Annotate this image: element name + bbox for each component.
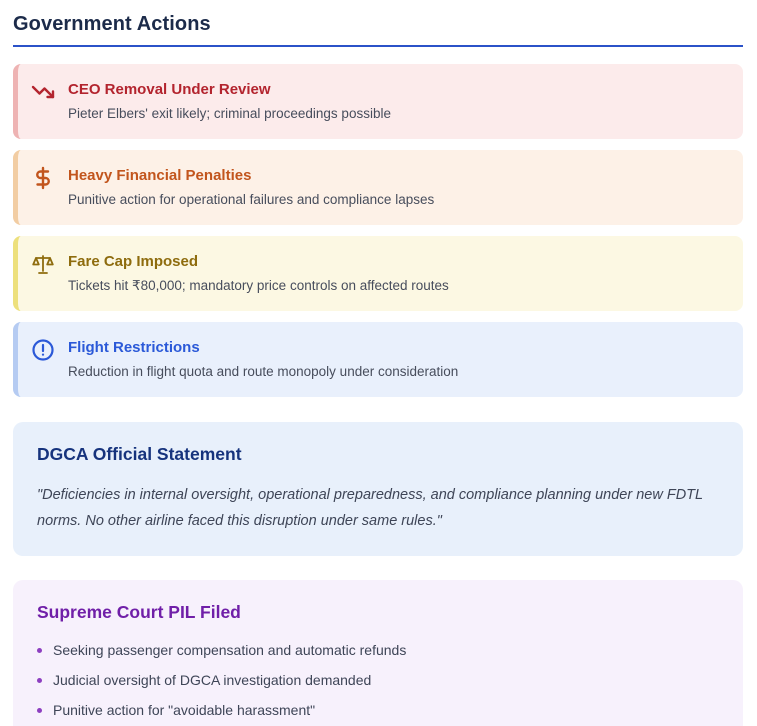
alert-card-financial-penalties bbox=[13, 150, 743, 225]
alert-card-title: Flight Restrictions bbox=[68, 339, 200, 356]
pil-list-item-text: Punitive action for "avoidable harassment" bbox=[53, 702, 316, 718]
scales-icon bbox=[30, 252, 56, 276]
bullet-icon bbox=[37, 678, 42, 683]
dgca-statement-title: DGCA Official Statement bbox=[37, 444, 242, 464]
bullet-icon bbox=[37, 708, 42, 713]
alert-card-description: Pieter Elbers' exit likely; criminal proceedings possible bbox=[68, 106, 391, 121]
alert-card-flight-restrictions bbox=[13, 322, 743, 397]
dgca-statement-quote: "Deficiencies in internal oversight, operational preparedness, and compliance planning under new FDTL norms. No other airline faced this disruption under same rules." bbox=[37, 487, 703, 529]
alert-card-text bbox=[68, 166, 434, 208]
supreme-court-pil-card bbox=[13, 580, 743, 726]
alert-card-description: Reduction in flight quota and route monopoly under consideration bbox=[68, 364, 459, 379]
pil-list-item bbox=[37, 702, 719, 719]
alert-circle-icon bbox=[30, 338, 56, 362]
alert-card-title: CEO Removal Under Review bbox=[68, 81, 271, 98]
title-divider bbox=[13, 45, 743, 47]
alert-card-description: Punitive action for operational failures and compliance lapses bbox=[68, 192, 435, 207]
alert-card-fare-cap bbox=[13, 236, 743, 311]
dgca-statement-card bbox=[13, 422, 743, 556]
alert-card-text bbox=[68, 252, 449, 294]
bullet-icon bbox=[37, 648, 42, 653]
alert-card-text bbox=[68, 338, 458, 380]
alert-card-title: Fare Cap Imposed bbox=[68, 253, 199, 270]
pil-list-item-text: Seeking passenger compensation and automatic refunds bbox=[53, 642, 407, 658]
pil-list-item bbox=[37, 672, 719, 689]
page-title: Government Actions bbox=[13, 13, 211, 35]
pil-card-title: Supreme Court PIL Filed bbox=[37, 602, 241, 622]
pil-list-item bbox=[37, 642, 719, 659]
pil-list-item-text: Judicial oversight of DGCA investigation demanded bbox=[53, 672, 372, 688]
trending-down-icon bbox=[30, 80, 56, 104]
alert-card-description: Tickets hit ₹80,000; mandatory price controls on affected routes bbox=[68, 278, 449, 293]
alert-card-title: Heavy Financial Penalties bbox=[68, 167, 252, 184]
alert-card-ceo-removal bbox=[13, 64, 743, 139]
pil-demand-list bbox=[37, 642, 719, 719]
alert-card-list bbox=[13, 64, 743, 397]
alert-card-text bbox=[68, 80, 391, 122]
dollar-icon bbox=[30, 166, 56, 190]
